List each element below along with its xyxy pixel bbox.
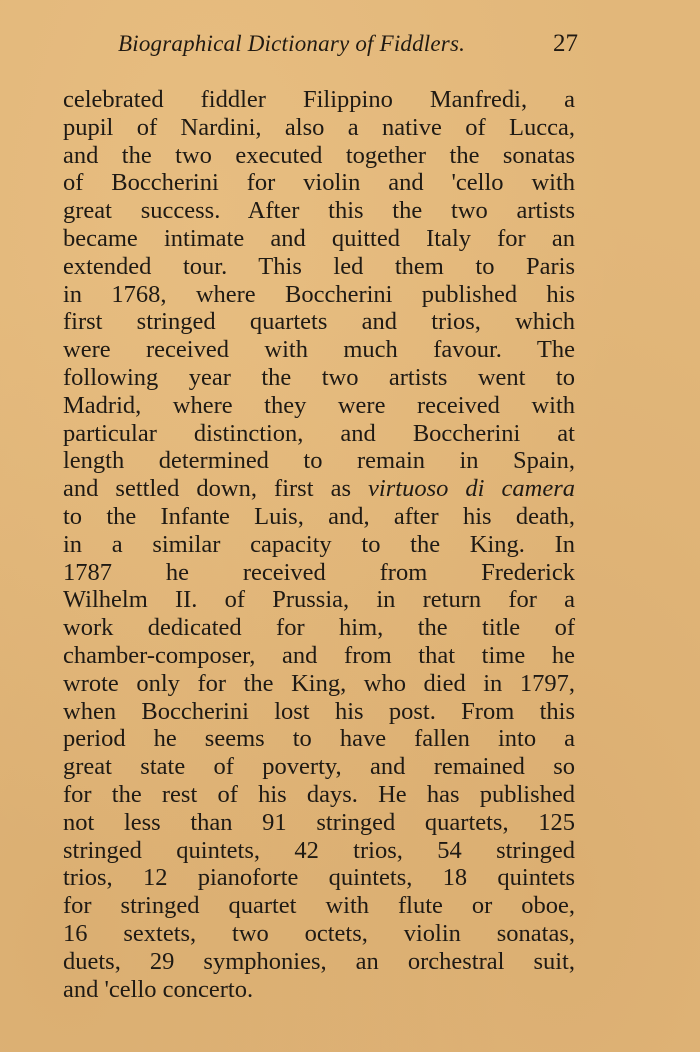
running-title: Biographical Dictionary of Fiddlers. xyxy=(118,31,466,56)
text-line: chamber-composer, and from that time he xyxy=(63,641,575,669)
text-line: of Boccherini for violin and 'cello with xyxy=(63,169,575,197)
text-line: great success. After this the two artists xyxy=(63,197,575,225)
running-head xyxy=(118,30,578,62)
text-line: first stringed quartets and trios, which xyxy=(63,308,575,336)
text-line: period he seems to have fallen into a xyxy=(63,725,575,753)
text-line: 16 sextets, two octets, violin sonatas, xyxy=(63,919,575,947)
text-line: and the two executed together the sonatas xyxy=(63,141,575,169)
text-line-italic: virtuoso di camera xyxy=(368,475,575,503)
text-line: 1787 he received from Frederick xyxy=(63,558,575,586)
text-line: work dedicated for him, the title of xyxy=(63,614,575,642)
text-line: in a similar capacity to the King. In xyxy=(63,530,575,558)
text-line: trios, 12 pianoforte quintets, 18 quintets xyxy=(63,864,575,892)
page-number: 27 xyxy=(553,30,578,57)
text-line: following year the two artists went to xyxy=(63,363,575,391)
text-line: to the Infante Luis, and, after his death, xyxy=(63,502,575,530)
text-line: stringed quintets, 42 trios, 54 stringed xyxy=(63,836,575,864)
text-line: for stringed quartet with flute or oboe, xyxy=(63,892,575,920)
text-line: pupil of Nardini, also a native of Lucca, xyxy=(63,113,575,141)
text-line: Wilhelm II. of Prussia, in return for a xyxy=(63,586,575,614)
text-line: when Boccherini lost his post. From this xyxy=(63,697,575,725)
text-line: celebrated fiddler Filippino Manfredi, a xyxy=(63,86,575,113)
body-text xyxy=(63,86,575,1003)
text-line: not less than 91 stringed quartets, 125 xyxy=(63,808,575,836)
text-line: Madrid, where they were received with xyxy=(63,391,575,419)
text-line: were received with much favour. The xyxy=(63,336,575,364)
text-line: great state of poverty, and remained so xyxy=(63,753,575,781)
text-line: particular distinction, and Boccherini at xyxy=(63,419,575,447)
text-line: became intimate and quitted Italy for an xyxy=(63,224,575,252)
text-line: duets, 29 symphonies, an orchestral suit, xyxy=(63,947,575,975)
text-line-roman: and settled down, first as xyxy=(63,475,369,503)
text-line: for the rest of his days. He has published xyxy=(63,780,575,808)
text-line: wrote only for the King, who died in 1797, xyxy=(63,669,575,697)
text-line: extended tour. This led them to Paris xyxy=(63,252,575,280)
text-line: length determined to remain in Spain, xyxy=(63,447,575,475)
text-line: and 'cello concerto. xyxy=(63,975,254,1003)
text-line: in 1768, where Boccherini published his xyxy=(63,280,575,308)
text-line xyxy=(63,475,575,503)
